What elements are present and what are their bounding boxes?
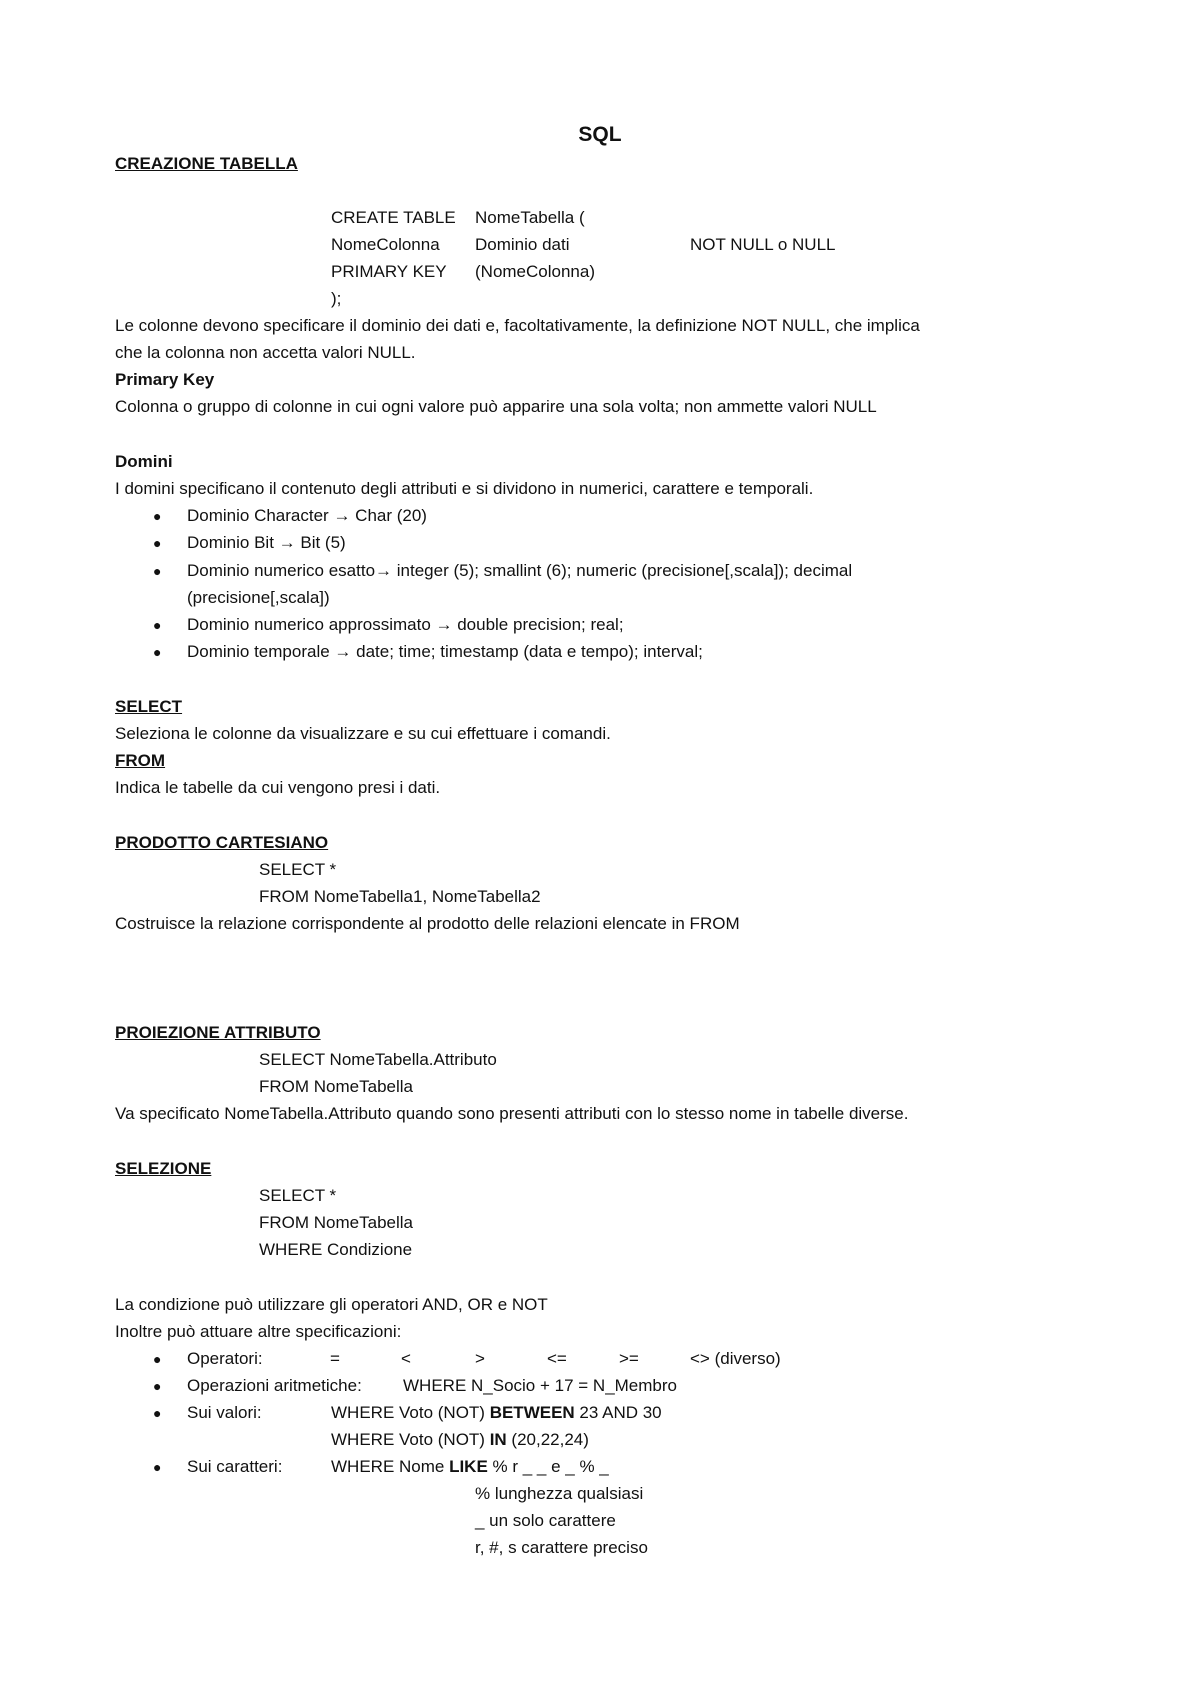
code-line: PRIMARY KEY	[331, 262, 447, 281]
list-item: Dominio numerico esatto→ integer (5); smallint (6); numeric (precisione[,scala]); decimal	[187, 561, 853, 580]
subheading-domini: Domini	[115, 452, 173, 471]
document-title: SQL	[578, 123, 622, 146]
bullet-icon: ●	[153, 1378, 162, 1394]
keyword-text: IN	[489, 1430, 507, 1449]
code-text: WHERE Voto (NOT)	[331, 1403, 490, 1422]
keyword-text: BETWEEN	[489, 1403, 575, 1422]
code-line: (NomeColonna)	[475, 262, 595, 281]
paragraph: Seleziona le colonne da visualizzare e su cui effettuare i comandi.	[115, 724, 611, 743]
bullet-icon: ●	[153, 535, 162, 551]
section-heading-proiezione: PROIEZIONE ATTRIBUTO	[115, 1023, 321, 1042]
keyword-text: LIKE	[449, 1457, 488, 1476]
operator: >	[475, 1349, 485, 1368]
code-line: CREATE TABLE	[331, 208, 456, 227]
list-item-label: Operatori:	[187, 1349, 263, 1368]
paragraph: I domini specificano il contenuto degli attributi e si dividono in numerici, carattere e temporali.	[115, 479, 814, 498]
code-line: WHERE Condizione	[259, 1240, 413, 1259]
list-item-continuation: (precisione[,scala])	[187, 588, 330, 607]
bullet-icon: ●	[153, 617, 162, 633]
code-text: WHERE Nome	[331, 1457, 450, 1476]
bullet-icon: ●	[153, 1351, 162, 1367]
paragraph: Inoltre può attuare altre specificazioni:	[115, 1322, 402, 1341]
section-heading-prodotto: PRODOTTO CARTESIANO	[115, 833, 329, 852]
operator: >=	[619, 1349, 639, 1368]
bullet-icon: ●	[153, 563, 162, 579]
subheading-primary-key: Primary Key	[115, 370, 215, 389]
operator: <> (diverso)	[690, 1349, 781, 1368]
paragraph: che la colonna non accetta valori NULL.	[115, 343, 416, 362]
list-item: Dominio numerico approssimato → double precision; real;	[187, 615, 624, 634]
section-heading-from: FROM	[115, 751, 166, 770]
code-line: NOT NULL o NULL	[690, 235, 836, 254]
section-heading-creazione: CREAZIONE TABELLA	[115, 154, 298, 173]
code-text: % r _ _ e _ % _	[487, 1457, 609, 1476]
code-text: 23 AND 30	[574, 1403, 662, 1422]
code-line: SELECT NomeTabella.Attributo	[259, 1050, 497, 1069]
code-line: FROM NomeTabella	[259, 1213, 413, 1232]
paragraph: Indica le tabelle da cui vengono presi i dati.	[115, 778, 441, 797]
code-line: Dominio dati	[475, 235, 570, 254]
paragraph: La condizione può utilizzare gli operatori AND, OR e NOT	[115, 1295, 548, 1314]
code-line: SELECT *	[259, 1186, 337, 1205]
list-item	[331, 1402, 662, 1424]
list-item: Dominio temporale → date; time; timestamp (data e tempo); interval;	[187, 642, 703, 661]
list-item: _ un solo carattere	[475, 1511, 616, 1530]
paragraph: Le colonne devono specificare il dominio dei dati e, facoltativamente, la definizione NOT NULL, che implica	[115, 316, 920, 335]
paragraph: Va specificato NomeTabella.Attributo quando sono presenti attributi con lo stesso nome in tabelle diverse.	[115, 1104, 909, 1123]
bullet-icon: ●	[153, 508, 162, 524]
paragraph: Colonna o gruppo di colonne in cui ogni valore può apparire una sola volta; non ammette valori NULL	[115, 397, 877, 416]
list-item	[331, 1429, 589, 1451]
code-line: FROM NomeTabella	[259, 1077, 413, 1096]
paragraph: Costruisce la relazione corrispondente al prodotto delle relazioni elencate in FROM	[115, 914, 740, 933]
list-item-label: Sui caratteri:	[187, 1457, 283, 1476]
list-item	[331, 1456, 609, 1478]
list-item: Dominio Bit → Bit (5)	[187, 533, 346, 552]
section-heading-selezione: SELEZIONE	[115, 1159, 212, 1178]
list-item-label: Sui valori:	[187, 1403, 262, 1422]
bullet-icon: ●	[153, 1405, 162, 1421]
code-line: );	[331, 289, 342, 308]
list-item-label: Operazioni aritmetiche:	[187, 1376, 362, 1395]
bullet-icon: ●	[153, 644, 162, 660]
code-line: SELECT *	[259, 860, 337, 879]
bullet-icon: ●	[153, 1459, 162, 1475]
list-item: Dominio Character → Char (20)	[187, 506, 427, 525]
list-item: % lunghezza qualsiasi	[475, 1484, 644, 1503]
list-item: WHERE N_Socio + 17 = N_Membro	[403, 1376, 677, 1395]
operator: =	[330, 1349, 340, 1368]
operator: <=	[547, 1349, 567, 1368]
code-text: WHERE Voto (NOT)	[331, 1430, 490, 1449]
operator: <	[401, 1349, 411, 1368]
code-line: NomeColonna	[331, 235, 440, 254]
code-line: NomeTabella (	[475, 208, 585, 227]
code-line: FROM NomeTabella1, NomeTabella2	[259, 887, 541, 906]
section-heading-select: SELECT	[115, 697, 183, 716]
list-item: r, #, s carattere preciso	[475, 1538, 648, 1557]
code-text: (20,22,24)	[506, 1430, 589, 1449]
